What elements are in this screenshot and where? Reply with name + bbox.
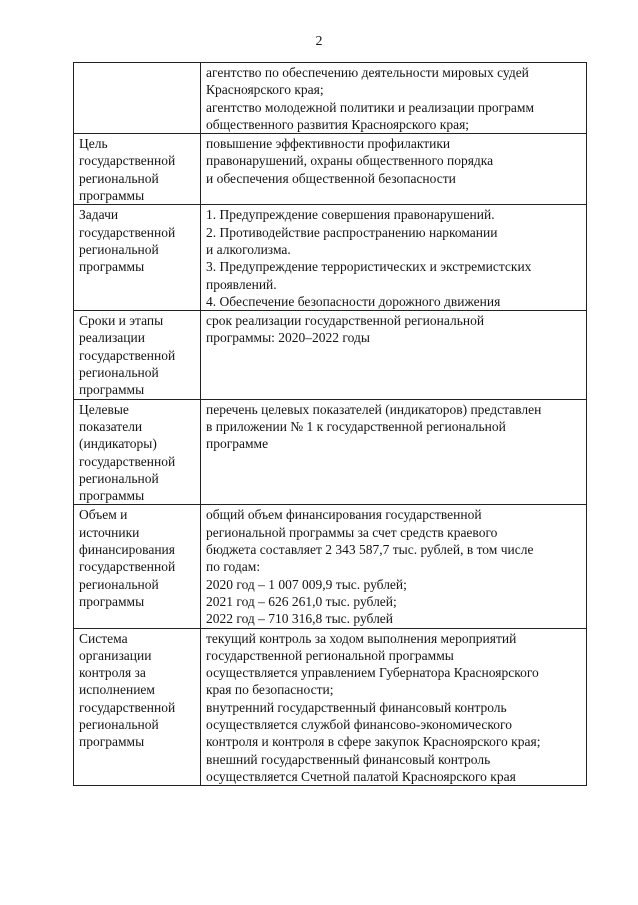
label-line: программы <box>79 188 145 204</box>
value-line: государственной региональной программы <box>206 647 454 663</box>
label-line: показатели <box>79 418 143 434</box>
label-line: исполнением <box>79 682 155 698</box>
label-line: программы <box>79 382 145 398</box>
value-line: осуществляется службой финансово-экономического <box>206 716 512 732</box>
label-line: региональной <box>79 576 159 592</box>
row-label-cell <box>74 63 201 134</box>
table-body <box>74 63 587 786</box>
value-line: 2021 год – 626 261,0 тыс. рублей; <box>206 593 397 609</box>
value-line: программы: 2020–2022 годы <box>206 330 370 346</box>
value-line: 4. Обеспечение безопасности дорожного движения <box>206 293 501 309</box>
label-line: программы <box>79 593 145 609</box>
page-number: 2 <box>315 34 323 49</box>
value-line: осуществляется управлением Губернатора Красноярского <box>206 665 539 681</box>
row-label-cell <box>74 311 201 399</box>
row-label-cell <box>74 505 201 628</box>
value-line: программе <box>206 436 269 452</box>
label-line: Сроки и этапы <box>79 313 164 329</box>
row-value-cell <box>201 311 587 399</box>
value-line: правонарушений, охраны общественного порядка <box>206 153 494 169</box>
table-row <box>74 505 587 628</box>
value-line: по годам: <box>206 559 261 575</box>
row-value-cell <box>201 205 587 311</box>
label-line: реализации <box>79 330 145 346</box>
label-line: (индикаторы) <box>79 436 157 452</box>
label-line: Целевые <box>79 401 129 417</box>
label-line: государственной <box>79 699 176 715</box>
label-line: государственной <box>79 453 176 469</box>
label-line: региональной <box>79 241 159 257</box>
value-line: текущий контроль за ходом выполнения мероприятий <box>206 630 517 646</box>
label-line: Объем и <box>79 507 128 523</box>
row-value-cell <box>201 628 587 786</box>
row-value-cell <box>201 399 587 505</box>
value-line: и обеспечения общественной безопасности <box>206 170 456 186</box>
table-row <box>74 63 587 134</box>
label-line: Система <box>79 630 128 646</box>
value-line: повышение эффективности профилактики <box>206 136 451 152</box>
value-line: в приложении № 1 к государственной региональной <box>206 418 506 434</box>
value-line: региональной программы за счет средств краевого <box>206 524 498 540</box>
table-row <box>74 399 587 505</box>
row-value-cell <box>201 505 587 628</box>
label-line: региональной <box>79 470 159 486</box>
label-line: региональной <box>79 716 159 732</box>
row-label-cell <box>74 205 201 311</box>
row-label-cell <box>74 134 201 205</box>
value-line: агентство молодежной политики и реализации программ <box>206 99 534 115</box>
value-line: 2022 год – 710 316,8 тыс. рублей <box>206 611 394 627</box>
value-line: 2. Противодействие распространению наркомании <box>206 224 498 240</box>
value-line: перечень целевых показателей (индикаторов) представлен <box>206 401 542 417</box>
value-line: общий объем финансирования государственной <box>206 507 482 523</box>
value-line: контроля и контроля в сфере закупок Красноярского края; <box>206 734 541 750</box>
value-line: 1. Предупреждение совершения правонарушений. <box>206 207 495 223</box>
value-line: 2020 год – 1 007 009,9 тыс. рублей; <box>206 576 407 592</box>
label-line: государственной <box>79 153 176 169</box>
value-line: осуществляется Счетной палатой Красноярского края <box>206 768 516 784</box>
value-line: срок реализации государственной региональной <box>206 313 485 329</box>
table-row <box>74 628 587 786</box>
label-line: Задачи <box>79 207 119 223</box>
label-line: организации <box>79 647 152 663</box>
label-line: контроля за <box>79 665 146 681</box>
label-line: программы <box>79 259 145 275</box>
label-line: программы <box>79 488 145 504</box>
table-row <box>74 134 587 205</box>
value-line: бюджета составляет 2 343 587,7 тыс. рублей, в том числе <box>206 542 534 558</box>
label-line: государственной <box>79 347 176 363</box>
row-label-cell <box>74 628 201 786</box>
row-value-cell <box>201 63 587 134</box>
row-value-cell <box>201 134 587 205</box>
label-line: государственной <box>79 224 176 240</box>
value-line: внутренний государственный финансовый контроль <box>206 699 507 715</box>
label-line: финансирования <box>79 542 175 558</box>
label-line: источники <box>79 524 140 540</box>
value-line: агентство по обеспечению деятельности мировых судей <box>206 65 529 80</box>
label-line: программы <box>79 734 145 750</box>
value-line: внешний государственный финансовый контроль <box>206 751 491 767</box>
value-line: общественного развития Красноярского края; <box>206 116 470 132</box>
value-line: проявлений. <box>206 276 277 292</box>
value-line: Красноярского края; <box>206 82 324 98</box>
table-row <box>74 311 587 399</box>
label-line: региональной <box>79 365 159 381</box>
value-line: и алкоголизма. <box>206 241 291 257</box>
label-line: региональной <box>79 170 159 186</box>
label-line: государственной <box>79 559 176 575</box>
value-line: 3. Предупреждение террористических и экстремистских <box>206 259 532 275</box>
row-label-cell <box>74 399 201 505</box>
table-row <box>74 205 587 311</box>
program-passport-table <box>73 62 587 786</box>
label-line: Цель <box>79 136 108 152</box>
value-line: края по безопасности; <box>206 682 334 698</box>
